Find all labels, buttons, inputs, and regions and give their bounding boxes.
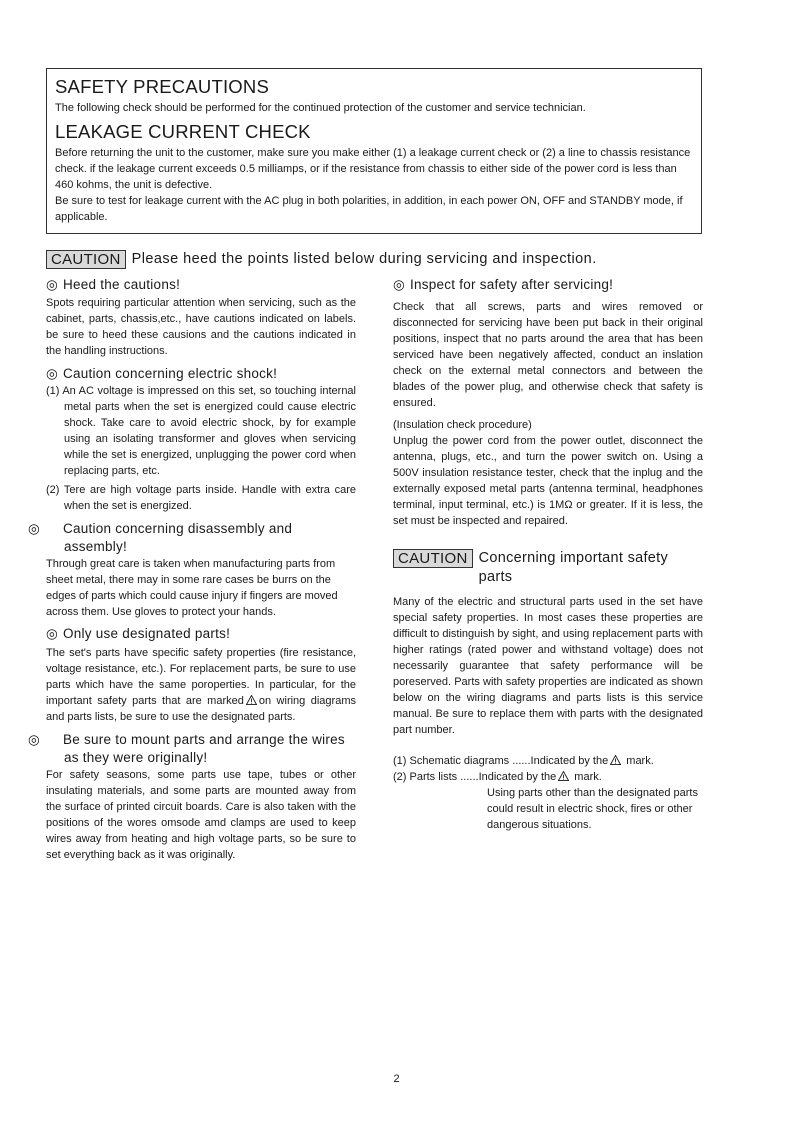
important-parts-title: Concerning important safety parts — [478, 550, 669, 585]
safety-title: SAFETY PRECAUTIONS — [55, 76, 269, 97]
section-mount-parts-title: ◎ Be sure to mount parts and arrange the wires as they were originally! — [28, 732, 345, 765]
safety-precautions-box — [46, 68, 702, 234]
caution-banner — [46, 249, 686, 269]
electric-shock-item-2: (2) Tere are high voltage parts inside. Handle with extra care when the set is energized. — [46, 484, 356, 512]
safety-intro: The following check should be performed for the continued protection of the customer and service technician. — [55, 102, 586, 114]
caution-label: CAUTION — [46, 250, 126, 269]
double-circle-icon: ◎ — [28, 732, 41, 747]
right-column — [393, 276, 703, 833]
warning-triangle-icon — [558, 771, 569, 781]
insulation-check-heading: (Insulation check procedure) — [393, 419, 532, 431]
section-disassembly-title: ◎ Caution concerning disassembly and assembly! — [28, 521, 293, 554]
section-designated-parts-text: The set's parts have specific safety properties (fire resistance, voltage resistance, etc.). For replacement parts, be sure to use parts which have the same poroperties. In particular, for the important safety parts that are marked on wiring diagrams and parts lists, be sure to use the designated parts. — [46, 647, 356, 723]
leakage-paragraph-1: Before returning the unit to the customer, make sure you make either (1) a leakage current check or (2) a line to chassis resistance check. if the leakage current exceeds 0.5 milliamps, or if the resistance from chassis to either side of the power cord is less than 460 kohms, the unit is defective. — [55, 147, 691, 191]
schematic-diagrams-line: (1) Schematic diagrams ......Indicated by the mark. — [393, 755, 654, 767]
leakage-paragraph-2: Be sure to test for leakage current with the AC plug in both polarities, in addition, in each power ON, OFF and STANDBY mode, if applicable. — [55, 195, 683, 223]
section-electric-shock-title: ◎ Caution concerning electric shock! — [46, 366, 278, 381]
caution-banner-text: Please heed the points listed below during servicing and inspection. — [131, 251, 597, 267]
double-circle-icon: ◎ — [46, 277, 59, 292]
leakage-title: LEAKAGE CURRENT CHECK — [55, 121, 311, 142]
important-parts-caution — [393, 549, 703, 587]
double-circle-icon: ◎ — [46, 366, 59, 381]
section-inspect-safety-title: ◎ Inspect for safety after servicing! — [393, 277, 614, 292]
important-parts-text: Many of the electric and structural parts used in the set have special safety properties. In most cases these properties are difficult to distinguish by sight, and using replacement parts with higher ratings (rated power and withstand voltage) does not necessarily guarantee that safety performance will be poreserved. Parts with safety properties are indicated as shown below on the wiring diagrams and parts lists is this service manual. Be sure to replace them with parts with the designated part number. — [393, 596, 703, 736]
electric-shock-item-1: (1) An AC voltage is impressed on this set, so touching internal metal parts when the set is energized could cause electric shock. Take care to avoid electric shock, by for example using an isolating transformer and gloves when servicing while the set is energized, unplugging the power cord when replacing parts, etc. — [46, 385, 356, 477]
section-mount-parts-text: For safety seasons, some parts use tape, tubes or other insulating materials, and some parts are mounted away from the surface of printed circuit boards. Care is also taken with the positions of the wores omsode amd clamps are used to keep wires away from heating and high voltage parts, so be sure to set everything back as it was originally. — [46, 769, 356, 861]
section-heed-cautions-text: Spots requiring particular attention when servicing, such as the cabinet, parts, chassis,etc., have cautions indicated on labels. be sure to heed these causions and the cautions indicated in the handling instructions. — [46, 297, 356, 357]
warning-triangle-icon — [610, 755, 621, 765]
section-inspect-safety-text: Check that all screws, parts and wires removed or disconnected for servicing have been put back in their original positions, inspect that no parts around the area that has been serviced have been negatively affected, conduct an inslation check on the external metal connectors and between the blades of the power plug, and otherwise check that safety is ensured. — [393, 301, 703, 409]
caution-label-2: CAUTION — [393, 549, 473, 568]
double-circle-icon: ◎ — [46, 626, 59, 641]
warning-triangle-icon — [246, 695, 257, 705]
left-column — [28, 276, 356, 863]
double-circle-icon: ◎ — [28, 521, 41, 536]
section-disassembly-text: Through great care is taken when manufacturing parts from sheet metal, there may in some rare cases be burrs on the edges of parts which could cause injury if fingers are moved across them. Use gloves to protect your hands. — [46, 558, 338, 618]
parts-lists-line: (2) Parts lists ......Indicated by the mark. — [393, 771, 602, 783]
section-heed-cautions-title: ◎ Heed the cautions! — [46, 277, 181, 292]
double-circle-icon: ◎ — [393, 277, 406, 292]
page-number: 2 — [393, 1073, 400, 1085]
section-designated-parts-title: ◎ Only use designated parts! — [46, 626, 231, 641]
parts-lists-note: Using parts other than the designated parts could result in electric shock, fires or other dangerous situations. — [487, 787, 698, 831]
insulation-check-text: Unplug the power cord from the power outlet, disconnect the antenna, plugs, etc., and turn the power switch on. Using a 500V insulation resistance tester, check that the inplug and the externally exposed metal parts (antenna terminal, headphones terminal, input terminal, etc.) is 1MΩ or greater. If it is less, the set must be inspected and repaired. — [393, 435, 703, 527]
